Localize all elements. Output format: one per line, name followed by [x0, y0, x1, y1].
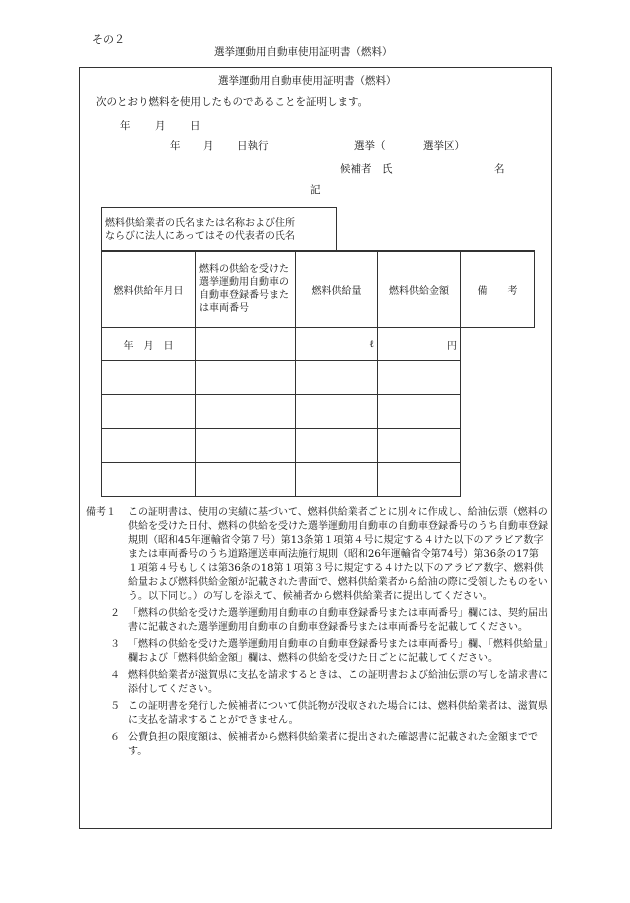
note-text: 「燃料の供給を受けた選挙運動用自動車の自動車登録番号または車両番号」欄、「燃料供給量」欄および「燃料供給金額」欄は、燃料の供給を受けた日ごとに記載してください。	[128, 639, 548, 664]
note-item	[86, 638, 556, 666]
supplier-table	[101, 207, 535, 252]
row-amount-cell[interactable]	[378, 395, 461, 429]
row-vehicle-cell[interactable]	[196, 328, 296, 361]
note-item	[86, 731, 556, 759]
issue-month-label: 月	[155, 120, 166, 132]
row-quantity-cell[interactable]	[296, 429, 378, 463]
candidate-label: 候補者 氏	[340, 163, 393, 175]
row-quantity-cell[interactable]	[296, 463, 378, 497]
certification-statement: 次のとおり燃料を使用したものであることを証明します。	[96, 96, 369, 108]
row-remarks-cell[interactable]	[461, 361, 535, 395]
row-remarks-cell[interactable]	[461, 463, 535, 497]
ki-label: 記	[310, 184, 321, 196]
remarks-notes	[86, 506, 556, 762]
row-remarks-cell[interactable]	[461, 328, 535, 361]
note-number: ６	[110, 732, 120, 743]
table-row	[102, 463, 535, 497]
note-number: ４	[110, 670, 120, 681]
note-text: 公費負担の限度額は、候補者から燃料供給業者に提出された確認書に記載された金額までです。	[128, 732, 538, 757]
row-amount-cell[interactable]	[378, 361, 461, 395]
header-remarks: 備 考	[461, 251, 535, 328]
election-label: 選挙（	[354, 140, 386, 152]
row-vehicle-cell[interactable]	[196, 463, 296, 497]
election-year-label: 年	[170, 140, 181, 152]
note-number: ５	[110, 701, 120, 712]
row-vehicle-cell[interactable]	[196, 361, 296, 395]
issue-day-label: 日	[190, 120, 201, 132]
note-text: この証明書は、使用の実績に基づいて、燃料供給業者ごとに別々に作成し、給油伝票（燃料の供給を受けた日付、燃料の供給を受けた選挙運動用自動車の自動車登録番号のうち自動車登録規則（昭和45年運輸省令第７号）第13条第１項第４号に規定する４けた以下のアラビア数字または車両番号のうち道路運送車両法施行規則（昭和26年運輸省令第74号）第36条の17第１項第４号もしくは第36条の18第１項第３号に規定する４けた以下のアラビア数字、燃料供給量および燃料供給金額が記載された書面で、燃料供給業者から給油の際に受領したものをいう。以下同じ。）の写しを添えて、候補者から燃料供給業者に提出してください。	[128, 507, 548, 602]
row-amount-cell[interactable]	[378, 463, 461, 497]
note-item	[86, 700, 556, 728]
supplier-label-cell	[102, 208, 337, 252]
header-fuel-amount: 燃料供給金額	[378, 251, 461, 328]
row-amount-cell[interactable]: 円	[378, 328, 461, 361]
table-row	[102, 395, 535, 429]
district-label: 選挙区）	[423, 140, 465, 152]
fuel-table	[101, 250, 535, 497]
row-vehicle-cell[interactable]	[196, 429, 296, 463]
row-remarks-cell[interactable]	[461, 429, 535, 463]
table-row	[102, 361, 535, 395]
row-date-cell[interactable]	[102, 361, 196, 395]
table-row	[102, 328, 535, 361]
row-date-cell[interactable]: 年 月 日	[102, 328, 196, 361]
page-title: 選挙運動用自動車使用証明書（燃料）	[214, 46, 393, 58]
note-item	[86, 669, 556, 697]
note-item	[86, 607, 556, 635]
certificate-title: 選挙運動用自動車使用証明書（燃料）	[218, 75, 397, 87]
row-remarks-cell[interactable]	[461, 395, 535, 429]
note-text: この証明書を発行した候補者について供託物が没収された場合には、燃料供給業者は、滋賀県に支払を請求することができません。	[128, 701, 548, 726]
header-vehicle-number: 燃料の供給を受けた選挙運動用自動車の自動車登録番号または車両番号	[196, 251, 296, 328]
header-supply-date: 燃料供給年月日	[102, 251, 196, 328]
candidate-mei-label: 名	[494, 163, 505, 175]
election-month-label: 月	[203, 140, 214, 152]
note-text: 燃料供給業者が滋賀県に支払を請求するときは、この証明書および給油伝票の写しを請求書に添付してください。	[128, 670, 548, 695]
note-text: 「燃料の供給を受けた選挙運動用自動車の自動車登録番号または車両番号」欄には、契約届出書に記載された選挙運動用自動車の自動車登録番号または車両番号を記載してください。	[128, 608, 548, 633]
fuel-table-header-row	[102, 251, 535, 328]
row-date-cell[interactable]	[102, 463, 196, 497]
note-number: ２	[110, 608, 120, 619]
row-quantity-cell[interactable]: ℓ	[296, 328, 378, 361]
row-date-cell[interactable]	[102, 429, 196, 463]
note-item	[86, 506, 556, 604]
form-number: その２	[92, 33, 125, 46]
supplier-label-line2: ならびに法人にあってはその代表者の氏名	[105, 230, 295, 242]
election-day-label: 日執行	[237, 140, 269, 152]
supplier-value-cell[interactable]	[337, 208, 535, 252]
row-vehicle-cell[interactable]	[196, 395, 296, 429]
header-fuel-quantity: 燃料供給量	[296, 251, 378, 328]
row-date-cell[interactable]	[102, 395, 196, 429]
row-amount-cell[interactable]	[378, 429, 461, 463]
issue-year-label: 年	[120, 120, 131, 132]
row-quantity-cell[interactable]	[296, 395, 378, 429]
table-row	[102, 429, 535, 463]
row-quantity-cell[interactable]	[296, 361, 378, 395]
note-number: 備考１	[86, 507, 116, 518]
note-number: ３	[110, 639, 120, 650]
supplier-label-line1: 燃料供給業者の氏名または名称および住所	[105, 217, 295, 229]
